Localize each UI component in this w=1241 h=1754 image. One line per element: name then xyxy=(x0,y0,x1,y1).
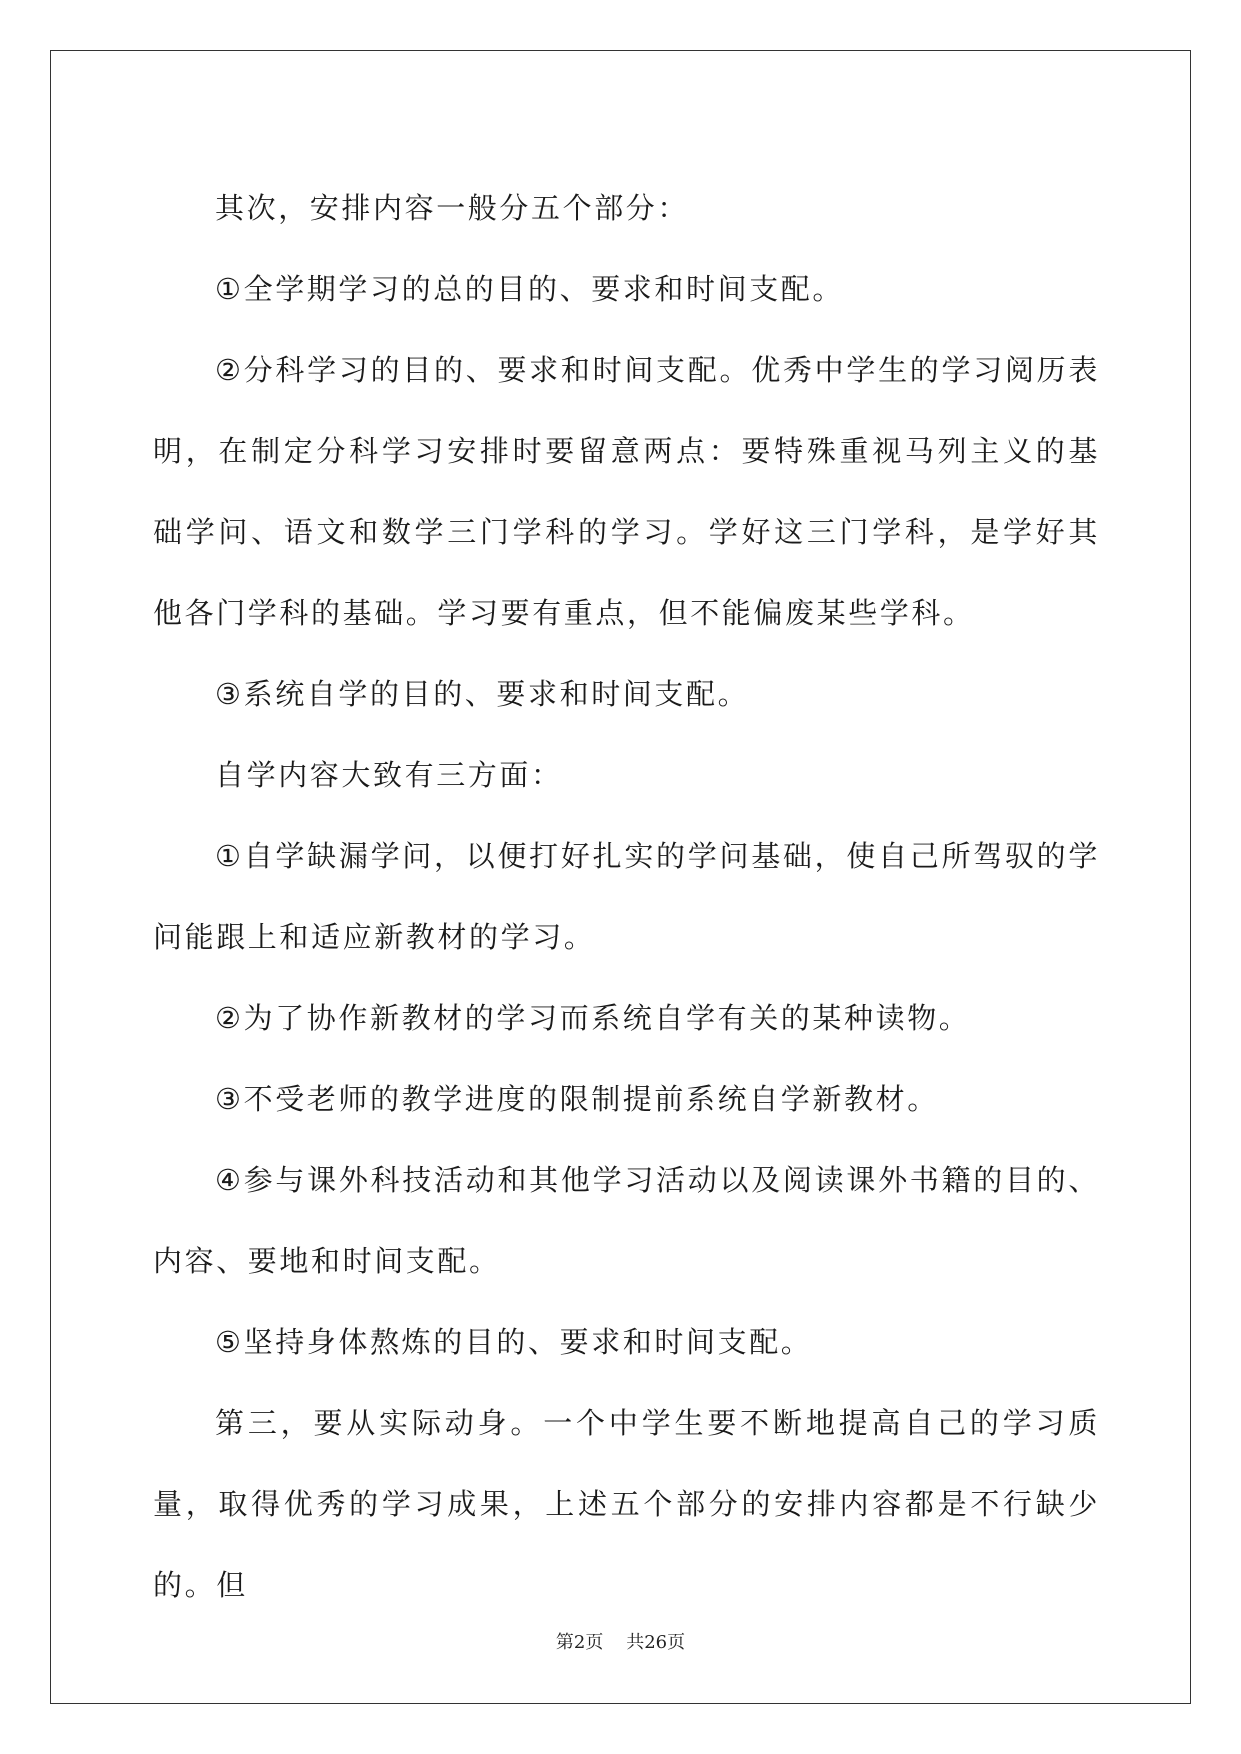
paragraph: 自学内容大致有三方面： xyxy=(215,758,563,792)
paragraph: ②为了协作新教材的学习而系统自学有关的某种读物。 xyxy=(215,1001,971,1035)
paragraph: ①自学缺漏学问，以便打好扎实的学问基础，使自己所驾驭的学问能跟上和适应新教材的学习。 xyxy=(153,839,1100,954)
paragraph: 其次，安排内容一般分五个部分： xyxy=(215,191,690,225)
paragraph: ⑤坚持身体熬炼的目的、要求和时间支配。 xyxy=(215,1325,813,1359)
page-number: 第2页 xyxy=(555,1632,604,1653)
paragraph: ①全学期学习的总的目的、要求和时间支配。 xyxy=(215,272,844,306)
paragraph: ④参与课外科技活动和其他学习活动以及阅读课外书籍的目的、内容、要地和时间支配。 xyxy=(153,1163,1100,1278)
page-footer xyxy=(0,1628,1241,1654)
paragraph: ②分科学习的目的、要求和时间支配。优秀中学生的学习阅历表明，在制定分科学习安排时要留意两点：要特殊重视马列主义的基础学问、语文和数学三门学科的学习。学好这三门学科，是学好其他各门学科的基础。学习要有重点，但不能偏废某些学科。 xyxy=(153,353,1100,630)
document-body xyxy=(153,168,1100,1626)
paragraph: ③系统自学的目的、要求和时间支配。 xyxy=(215,677,750,711)
paragraph: 第三，要从实际动身。一个中学生要不断地提高自己的学习质量，取得优秀的学习成果，上述五个部分的安排内容都是不行缺少的。但 xyxy=(153,1406,1100,1602)
page-total: 共26页 xyxy=(626,1632,686,1653)
paragraph: ③不受老师的教学进度的限制提前系统自学新教材。 xyxy=(215,1082,939,1116)
